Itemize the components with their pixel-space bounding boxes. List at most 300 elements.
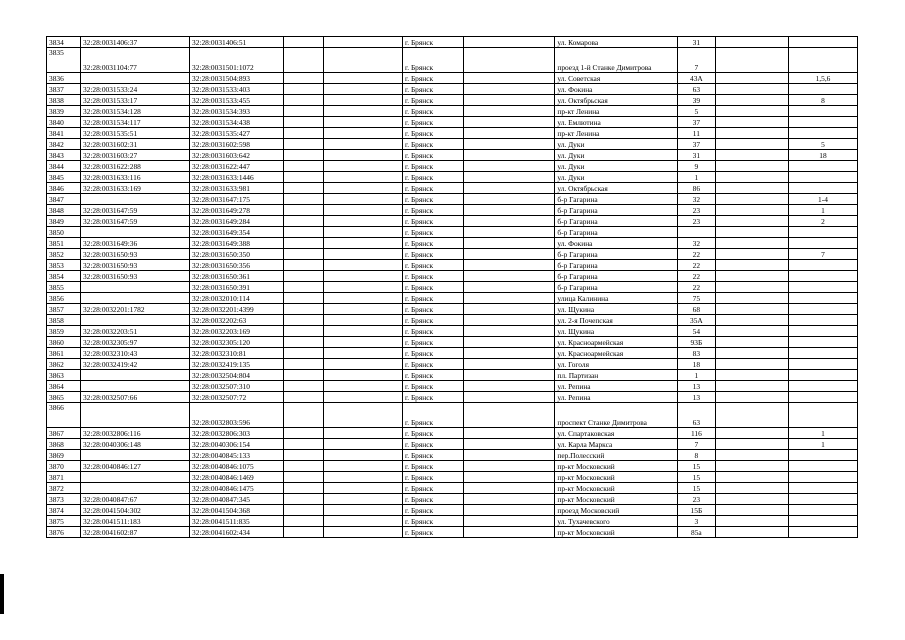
city-cell: г. Брянск xyxy=(403,73,464,84)
cadastral-number-land: 32:28:0031633:169 xyxy=(80,183,189,194)
house-number-cell: 86 xyxy=(677,183,715,194)
empty-cell xyxy=(463,472,555,483)
empty-cell xyxy=(463,428,555,439)
empty-cell xyxy=(715,227,788,238)
empty-cell xyxy=(463,326,555,337)
row-number: 3838 xyxy=(47,95,81,106)
empty-cell xyxy=(715,326,788,337)
table-row xyxy=(47,428,858,439)
empty-cell xyxy=(323,315,402,326)
apartment-cell xyxy=(788,315,857,326)
street-cell: ул. Дуки xyxy=(555,150,677,161)
empty-cell xyxy=(323,183,402,194)
empty-cell xyxy=(463,494,555,505)
row-number: 3835 xyxy=(47,48,81,73)
cadastral-number-land xyxy=(80,227,189,238)
row-number: 3857 xyxy=(47,304,81,315)
row-number: 3865 xyxy=(47,392,81,403)
cadastral-number-land: 32:28:0041504:302 xyxy=(80,505,189,516)
empty-cell xyxy=(283,461,323,472)
empty-cell xyxy=(463,403,555,428)
empty-cell xyxy=(323,527,402,538)
empty-cell xyxy=(283,249,323,260)
apartment-cell xyxy=(788,183,857,194)
apartment-cell xyxy=(788,370,857,381)
house-number-cell: 22 xyxy=(677,282,715,293)
empty-cell xyxy=(283,392,323,403)
house-number-cell: 15 xyxy=(677,472,715,483)
empty-cell xyxy=(283,139,323,150)
apartment-cell xyxy=(788,271,857,282)
house-number-cell: 22 xyxy=(677,260,715,271)
city-cell: г. Брянск xyxy=(403,95,464,106)
street-cell: ул. Спартаковская xyxy=(555,428,677,439)
empty-cell xyxy=(283,48,323,73)
apartment-cell xyxy=(788,106,857,117)
empty-cell xyxy=(283,370,323,381)
city-cell: г. Брянск xyxy=(403,359,464,370)
street-cell: б-р Гагарина xyxy=(555,205,677,216)
cadastral-number-building: 32:28:0031633:1446 xyxy=(190,172,284,183)
empty-cell xyxy=(283,106,323,117)
cadastral-number-land xyxy=(80,450,189,461)
city-cell: г. Брянск xyxy=(403,483,464,494)
city-cell: г. Брянск xyxy=(403,183,464,194)
empty-cell xyxy=(323,381,402,392)
row-number: 3840 xyxy=(47,117,81,128)
cadastral-number-land xyxy=(80,370,189,381)
house-number-cell: 39 xyxy=(677,95,715,106)
empty-cell xyxy=(463,304,555,315)
cadastral-number-land: 32:28:0031633:116 xyxy=(80,172,189,183)
empty-cell xyxy=(283,73,323,84)
street-cell: б-р Гагарина xyxy=(555,249,677,260)
row-number: 3866 xyxy=(47,403,81,428)
street-cell: пр-кт Московский xyxy=(555,527,677,538)
city-cell: г. Брянск xyxy=(403,249,464,260)
empty-cell xyxy=(323,461,402,472)
row-number: 3844 xyxy=(47,161,81,172)
cadastral-number-building: 32:28:0032419:135 xyxy=(190,359,284,370)
empty-cell xyxy=(463,483,555,494)
empty-cell xyxy=(715,359,788,370)
empty-cell xyxy=(715,183,788,194)
empty-cell xyxy=(323,73,402,84)
empty-cell xyxy=(283,260,323,271)
empty-cell xyxy=(715,117,788,128)
city-cell: г. Брянск xyxy=(403,227,464,238)
street-cell: пр-кт Ленина xyxy=(555,128,677,139)
empty-cell xyxy=(323,494,402,505)
table-row xyxy=(47,450,858,461)
house-number-cell: 32 xyxy=(677,238,715,249)
row-number: 3862 xyxy=(47,359,81,370)
street-cell: б-р Гагарина xyxy=(555,282,677,293)
house-number-cell: 5 xyxy=(677,106,715,117)
empty-cell xyxy=(323,293,402,304)
table-row xyxy=(47,260,858,271)
city-cell: г. Брянск xyxy=(403,527,464,538)
house-number-cell: 22 xyxy=(677,271,715,282)
cadastral-number-building: 32:28:0031649:284 xyxy=(190,216,284,227)
street-cell: ул. Гоголя xyxy=(555,359,677,370)
empty-cell xyxy=(715,260,788,271)
house-number-cell: 8 xyxy=(677,450,715,461)
empty-cell xyxy=(715,205,788,216)
house-number-cell: 37 xyxy=(677,139,715,150)
row-number: 3861 xyxy=(47,348,81,359)
cadastral-number-land: 32:28:0032419:42 xyxy=(80,359,189,370)
empty-cell xyxy=(283,403,323,428)
apartment-cell xyxy=(788,326,857,337)
empty-cell xyxy=(463,271,555,282)
cadastral-number-building: 32:28:0031649:388 xyxy=(190,238,284,249)
city-cell: г. Брянск xyxy=(403,139,464,150)
cadastral-number-land: 32:28:0031535:51 xyxy=(80,128,189,139)
apartment-cell xyxy=(788,260,857,271)
empty-cell xyxy=(715,472,788,483)
apartment-cell xyxy=(788,516,857,527)
empty-cell xyxy=(323,348,402,359)
row-number: 3873 xyxy=(47,494,81,505)
street-cell: пл. Партизан xyxy=(555,370,677,381)
street-cell: ул. Фокина xyxy=(555,84,677,95)
cadastral-number-building: 32:28:0031501:1072 xyxy=(190,48,284,73)
empty-cell xyxy=(463,172,555,183)
house-number-cell: 11 xyxy=(677,128,715,139)
cadastral-number-land: 32:28:0031603:27 xyxy=(80,150,189,161)
cadastral-number-building: 32:28:0032202:63 xyxy=(190,315,284,326)
row-number: 3852 xyxy=(47,249,81,260)
table-row xyxy=(47,238,858,249)
empty-cell xyxy=(323,428,402,439)
empty-cell xyxy=(323,337,402,348)
empty-cell xyxy=(715,483,788,494)
empty-cell xyxy=(283,161,323,172)
cadastral-number-land: 32:28:0031533:24 xyxy=(80,84,189,95)
empty-cell xyxy=(463,516,555,527)
empty-cell xyxy=(323,117,402,128)
cadastral-number-building: 32:28:0032201:4399 xyxy=(190,304,284,315)
table-row xyxy=(47,117,858,128)
empty-cell xyxy=(715,48,788,73)
empty-cell xyxy=(463,461,555,472)
street-cell: б-р Гагарина xyxy=(555,227,677,238)
empty-cell xyxy=(463,205,555,216)
empty-cell xyxy=(463,95,555,106)
empty-cell xyxy=(283,439,323,450)
empty-cell xyxy=(323,483,402,494)
house-number-cell: 1 xyxy=(677,172,715,183)
apartment-cell: 1-4 xyxy=(788,194,857,205)
street-cell: ул. Репина xyxy=(555,381,677,392)
apartment-cell xyxy=(788,293,857,304)
row-number: 3837 xyxy=(47,84,81,95)
cadastral-number-building: 32:28:0032504:804 xyxy=(190,370,284,381)
street-cell: ул. Емлютина xyxy=(555,117,677,128)
apartment-cell xyxy=(788,450,857,461)
table-row xyxy=(47,293,858,304)
empty-cell xyxy=(463,139,555,150)
apartment-cell xyxy=(788,494,857,505)
apartment-cell xyxy=(788,348,857,359)
city-cell: г. Брянск xyxy=(403,505,464,516)
street-cell: ул. Красноармейская xyxy=(555,337,677,348)
empty-cell xyxy=(715,271,788,282)
row-number: 3874 xyxy=(47,505,81,516)
street-cell: б-р Гагарина xyxy=(555,194,677,205)
empty-cell xyxy=(715,505,788,516)
row-number: 3867 xyxy=(47,428,81,439)
empty-cell xyxy=(463,315,555,326)
row-number: 3858 xyxy=(47,315,81,326)
row-number: 3842 xyxy=(47,139,81,150)
cadastral-number-building: 32:28:0031504:893 xyxy=(190,73,284,84)
cadastral-number-building: 32:28:0041602:434 xyxy=(190,527,284,538)
city-cell: г. Брянск xyxy=(403,472,464,483)
empty-cell xyxy=(283,271,323,282)
empty-cell xyxy=(283,450,323,461)
city-cell: г. Брянск xyxy=(403,304,464,315)
cadastral-number-building: 32:28:0031533:403 xyxy=(190,84,284,95)
city-cell: г. Брянск xyxy=(403,326,464,337)
cadastral-number-building: 32:28:0032507:310 xyxy=(190,381,284,392)
city-cell: г. Брянск xyxy=(403,161,464,172)
house-number-cell: 83 xyxy=(677,348,715,359)
city-cell: г. Брянск xyxy=(403,84,464,95)
empty-cell xyxy=(323,106,402,117)
house-number-cell: 15 xyxy=(677,461,715,472)
city-cell: г. Брянск xyxy=(403,450,464,461)
empty-cell xyxy=(323,216,402,227)
cadastral-number-building: 32:28:0032305:120 xyxy=(190,337,284,348)
empty-cell xyxy=(463,381,555,392)
row-number: 3851 xyxy=(47,238,81,249)
cadastral-number-land xyxy=(80,194,189,205)
street-cell: ул. Октябрьская xyxy=(555,95,677,106)
empty-cell xyxy=(715,461,788,472)
empty-cell xyxy=(463,117,555,128)
house-number-cell: 31 xyxy=(677,150,715,161)
table-row xyxy=(47,381,858,392)
empty-cell xyxy=(463,527,555,538)
empty-cell xyxy=(463,106,555,117)
cadastral-number-building: 32:28:0032806:303 xyxy=(190,428,284,439)
apartment-cell xyxy=(788,461,857,472)
apartment-cell: 1 xyxy=(788,205,857,216)
cadastral-number-land xyxy=(80,293,189,304)
apartment-cell: 5 xyxy=(788,139,857,150)
empty-cell xyxy=(283,128,323,139)
apartment-cell xyxy=(788,161,857,172)
cadastral-number-building: 32:28:0031535:427 xyxy=(190,128,284,139)
house-number-cell: 68 xyxy=(677,304,715,315)
empty-cell xyxy=(463,238,555,249)
empty-cell xyxy=(323,472,402,483)
empty-cell xyxy=(323,95,402,106)
cadastral-number-land: 32:28:0040306:148 xyxy=(80,439,189,450)
city-cell: г. Брянск xyxy=(403,37,464,48)
street-cell: проезд 1-й Станке Димитрова xyxy=(555,48,677,73)
apartment-cell xyxy=(788,238,857,249)
cadastral-number-land xyxy=(80,73,189,84)
street-cell: пр-кт Ленина xyxy=(555,106,677,117)
apartment-cell xyxy=(788,84,857,95)
apartment-cell: 8 xyxy=(788,95,857,106)
street-cell: ул. Дуки xyxy=(555,172,677,183)
street-cell: ул. Карла Маркса xyxy=(555,439,677,450)
empty-cell xyxy=(283,183,323,194)
empty-cell xyxy=(463,450,555,461)
empty-cell xyxy=(715,494,788,505)
cadastral-number-building: 32:28:0032310:81 xyxy=(190,348,284,359)
row-number: 3850 xyxy=(47,227,81,238)
empty-cell xyxy=(323,48,402,73)
empty-cell xyxy=(323,37,402,48)
table-row xyxy=(47,95,858,106)
empty-cell xyxy=(463,216,555,227)
cadastral-number-building: 32:28:0031649:354 xyxy=(190,227,284,238)
apartment-cell xyxy=(788,282,857,293)
empty-cell xyxy=(283,238,323,249)
empty-cell xyxy=(715,84,788,95)
street-cell: ул. Щукина xyxy=(555,326,677,337)
apartment-cell xyxy=(788,128,857,139)
empty-cell xyxy=(323,161,402,172)
cadastral-number-building: 32:28:0040306:154 xyxy=(190,439,284,450)
cadastral-number-building: 32:28:0032203:169 xyxy=(190,326,284,337)
city-cell: г. Брянск xyxy=(403,516,464,527)
cadastral-number-building: 32:28:0031650:391 xyxy=(190,282,284,293)
table-row xyxy=(47,106,858,117)
row-number: 3869 xyxy=(47,450,81,461)
empty-cell xyxy=(715,315,788,326)
row-number: 3859 xyxy=(47,326,81,337)
empty-cell xyxy=(323,282,402,293)
table-row xyxy=(47,494,858,505)
house-number-cell: 63 xyxy=(677,84,715,95)
street-cell: ул. Фокина xyxy=(555,238,677,249)
empty-cell xyxy=(283,172,323,183)
house-number-cell: 13 xyxy=(677,381,715,392)
apartment-cell xyxy=(788,37,857,48)
house-number-cell: 23 xyxy=(677,205,715,216)
empty-cell xyxy=(283,95,323,106)
apartment-cell xyxy=(788,304,857,315)
empty-cell xyxy=(283,282,323,293)
cadastral-number-building: 32:28:0041504:368 xyxy=(190,505,284,516)
table-row xyxy=(47,505,858,516)
city-cell: г. Брянск xyxy=(403,172,464,183)
table-row xyxy=(47,183,858,194)
city-cell: г. Брянск xyxy=(403,428,464,439)
city-cell: г. Брянск xyxy=(403,216,464,227)
row-number: 3863 xyxy=(47,370,81,381)
empty-cell xyxy=(463,150,555,161)
cadastral-number-land: 32:28:0032310:43 xyxy=(80,348,189,359)
house-number-cell: 15Б xyxy=(677,505,715,516)
cadastral-number-land: 32:28:0040846:127 xyxy=(80,461,189,472)
house-number-cell: 9 xyxy=(677,161,715,172)
street-cell: б-р Гагарина xyxy=(555,271,677,282)
cadastral-number-building: 32:28:0031603:642 xyxy=(190,150,284,161)
cadastral-number-building: 32:28:0031650:350 xyxy=(190,249,284,260)
house-number-cell: 7 xyxy=(677,48,715,73)
street-cell: проезд Московский xyxy=(555,505,677,516)
empty-cell xyxy=(715,381,788,392)
empty-cell xyxy=(715,337,788,348)
city-cell: г. Брянск xyxy=(403,117,464,128)
cadastral-number-land: 32:28:0031650:93 xyxy=(80,260,189,271)
row-number: 3834 xyxy=(47,37,81,48)
cadastral-number-building: 32:28:0031622:447 xyxy=(190,161,284,172)
row-number: 3872 xyxy=(47,483,81,494)
cadastral-number-building: 32:28:0032010:114 xyxy=(190,293,284,304)
empty-cell xyxy=(715,527,788,538)
row-number: 3870 xyxy=(47,461,81,472)
empty-cell xyxy=(323,304,402,315)
house-number-cell: 32 xyxy=(677,194,715,205)
city-cell: г. Брянск xyxy=(403,150,464,161)
table-row xyxy=(47,271,858,282)
city-cell: г. Брянск xyxy=(403,494,464,505)
empty-cell xyxy=(463,128,555,139)
house-number-cell: 7 xyxy=(677,439,715,450)
empty-cell xyxy=(715,106,788,117)
empty-cell xyxy=(323,260,402,271)
empty-cell xyxy=(463,293,555,304)
cadastral-number-land: 32:28:0031533:17 xyxy=(80,95,189,106)
cadastral-number-land: 32:28:0032203:51 xyxy=(80,326,189,337)
row-number: 3843 xyxy=(47,150,81,161)
empty-cell xyxy=(283,472,323,483)
table-row xyxy=(47,403,858,428)
cadastral-number-building: 32:28:0041511:835 xyxy=(190,516,284,527)
empty-cell xyxy=(463,260,555,271)
cadastral-number-land: 32:28:0031647:59 xyxy=(80,205,189,216)
row-number: 3845 xyxy=(47,172,81,183)
house-number-cell: 43А xyxy=(677,73,715,84)
city-cell: г. Брянск xyxy=(403,370,464,381)
empty-cell xyxy=(323,516,402,527)
empty-cell xyxy=(283,227,323,238)
empty-cell xyxy=(323,172,402,183)
empty-cell xyxy=(323,227,402,238)
empty-cell xyxy=(323,271,402,282)
scan-edge-mark xyxy=(0,574,4,614)
empty-cell xyxy=(463,84,555,95)
empty-cell xyxy=(463,161,555,172)
cadastral-number-building: 32:28:0040846:1469 xyxy=(190,472,284,483)
city-cell: г. Брянск xyxy=(403,293,464,304)
cadastral-number-building: 32:28:0040846:1475 xyxy=(190,483,284,494)
table-row xyxy=(47,461,858,472)
empty-cell xyxy=(463,392,555,403)
table-row xyxy=(47,326,858,337)
cadastral-number-building: 32:28:0040847:345 xyxy=(190,494,284,505)
empty-cell xyxy=(715,370,788,381)
house-number-cell: 22 xyxy=(677,249,715,260)
cadastral-number-building: 32:28:0040846:1075 xyxy=(190,461,284,472)
cadastral-number-building: 32:28:0031534:438 xyxy=(190,117,284,128)
apartment-cell xyxy=(788,227,857,238)
table-row xyxy=(47,161,858,172)
table-row xyxy=(47,370,858,381)
empty-cell xyxy=(283,194,323,205)
empty-cell xyxy=(715,403,788,428)
empty-cell xyxy=(323,439,402,450)
table-row xyxy=(47,527,858,538)
